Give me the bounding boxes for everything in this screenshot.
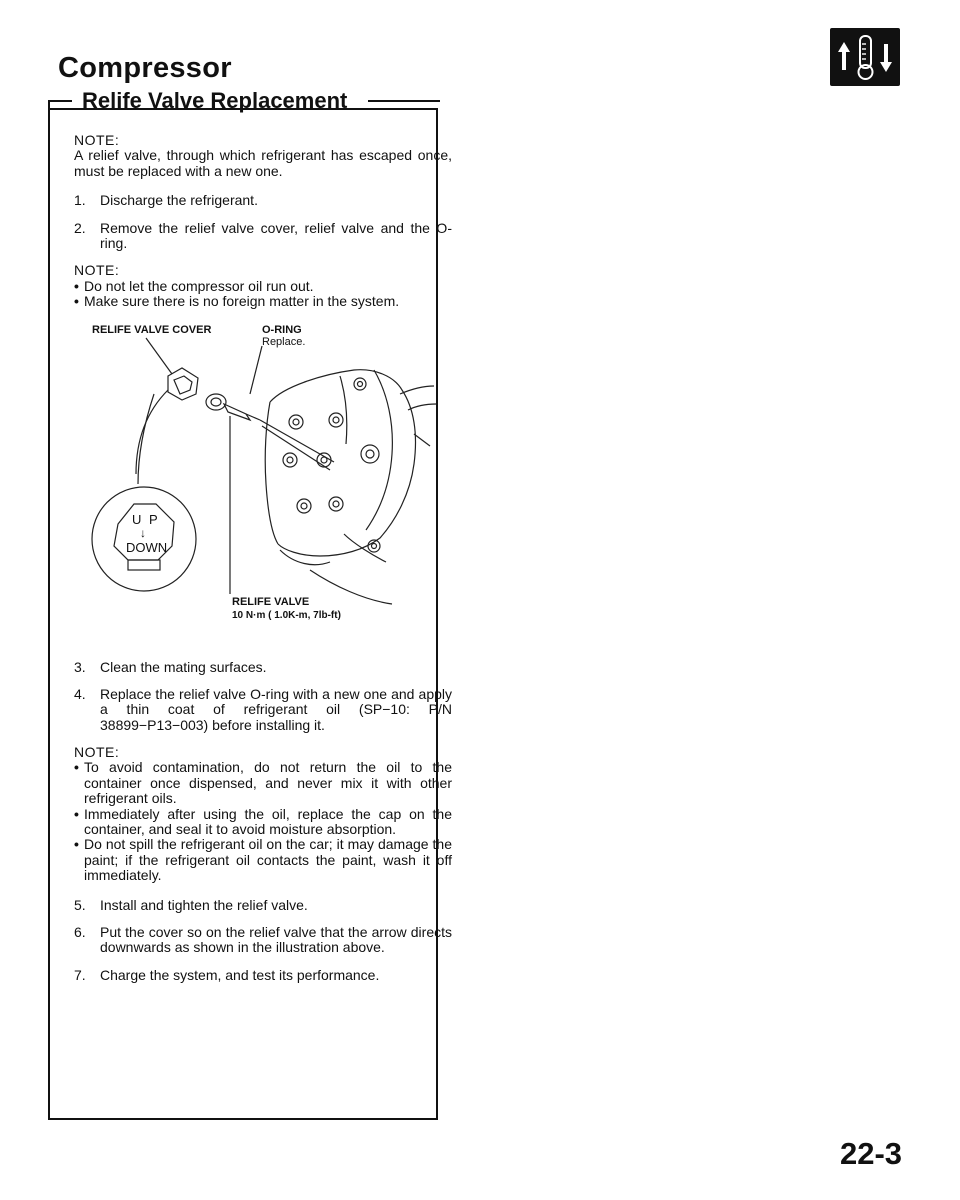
note-label: NOTE: xyxy=(74,132,120,148)
cover-down-marking: DOWN xyxy=(126,539,168,555)
step-item xyxy=(74,925,452,956)
bullet-icon: • xyxy=(74,759,79,776)
step-text: Remove the relief valve cover, relief valve and the O-ring. xyxy=(100,219,452,251)
note-block xyxy=(74,263,452,309)
bullet-text: Do not let the compressor oil run out. xyxy=(84,277,314,294)
bullet-text: Do not spill the refrigerant oil on the car; it may damage the paint; if the refrigerant oil contacts the paint, wash it off immediately. xyxy=(84,836,452,884)
frame-line xyxy=(48,100,72,102)
frame-line xyxy=(368,100,440,102)
section-title: Relife Valve Replacement xyxy=(82,88,348,113)
relief-valve-torque: 10 N·m ( 1.0K-m, 7lb-ft) xyxy=(232,609,341,621)
procedure-content xyxy=(74,133,452,995)
o-ring-label: O-RING xyxy=(262,323,302,336)
relief-valve-cover-label: RELIFE VALVE COVER xyxy=(92,323,212,336)
note-bullet xyxy=(74,294,452,309)
bullet-icon: • xyxy=(74,293,79,310)
thermometer-arrows-icon xyxy=(830,28,900,86)
bullet-text: Make sure there is no foreign matter in the system. xyxy=(84,293,400,310)
step-item xyxy=(74,687,452,733)
bullet-icon: • xyxy=(74,277,79,294)
step-item xyxy=(74,221,452,252)
compressor-illustration xyxy=(74,324,452,644)
step-text: Install and tighten the relief valve. xyxy=(100,896,308,913)
cover-up-marking: U P xyxy=(132,511,160,527)
air-conditioning-section-icon xyxy=(830,28,900,86)
step-number: 3. xyxy=(74,658,86,675)
note-label: NOTE: xyxy=(74,744,120,761)
step-text: Discharge the refrigerant. xyxy=(100,192,258,209)
note-block xyxy=(74,133,452,179)
bullet-icon: • xyxy=(74,836,79,853)
note-label: NOTE: xyxy=(74,262,120,279)
bullet-icon: • xyxy=(74,805,79,822)
step-text: Clean the mating surfaces. xyxy=(100,658,267,675)
step-text: Replace the relief valve O-ring with a new one and apply a thin coat of refrigerant oil (SP−10: P/N 38899−P13−003) before installing it. xyxy=(100,685,452,733)
step-item xyxy=(74,968,452,983)
step-text: Charge the system, and test its performance. xyxy=(100,966,380,983)
step-number: 1. xyxy=(74,192,86,209)
note-block xyxy=(74,745,452,884)
arrow-down-icon: ↓ xyxy=(140,525,146,540)
step-number: 5. xyxy=(74,896,86,913)
page-title: Compressor xyxy=(58,52,232,84)
note-bullet xyxy=(74,807,452,838)
note-bullet xyxy=(74,837,452,883)
step-number: 6. xyxy=(74,923,86,940)
note-bullet xyxy=(74,279,452,294)
step-item xyxy=(74,898,452,913)
step-item xyxy=(74,660,452,675)
step-item xyxy=(74,193,452,208)
page-number: 22-3 xyxy=(840,1136,903,1171)
bullet-text: Immediately after using the oil, replace the cap on the container, and seal it to avoid moisture absorption. xyxy=(84,805,452,838)
o-ring-note: Replace. xyxy=(262,335,306,348)
frame-line xyxy=(48,100,50,108)
note-text: A relief valve, through which refrigerant has escaped once, must be replaced with a new one. xyxy=(74,147,452,179)
step-number: 2. xyxy=(74,219,86,236)
relief-valve-label: RELIFE VALVE xyxy=(232,595,310,608)
bullet-text: To avoid contamination, do not return the oil to the container once dispensed, and never mix it with other refrigerant oils. xyxy=(84,759,452,807)
note-bullet xyxy=(74,760,452,806)
step-text: Put the cover so on the relief valve that the arrow directs downwards as shown in the illustration above. xyxy=(100,923,452,956)
step-number: 7. xyxy=(74,966,86,983)
step-number: 4. xyxy=(74,685,86,702)
